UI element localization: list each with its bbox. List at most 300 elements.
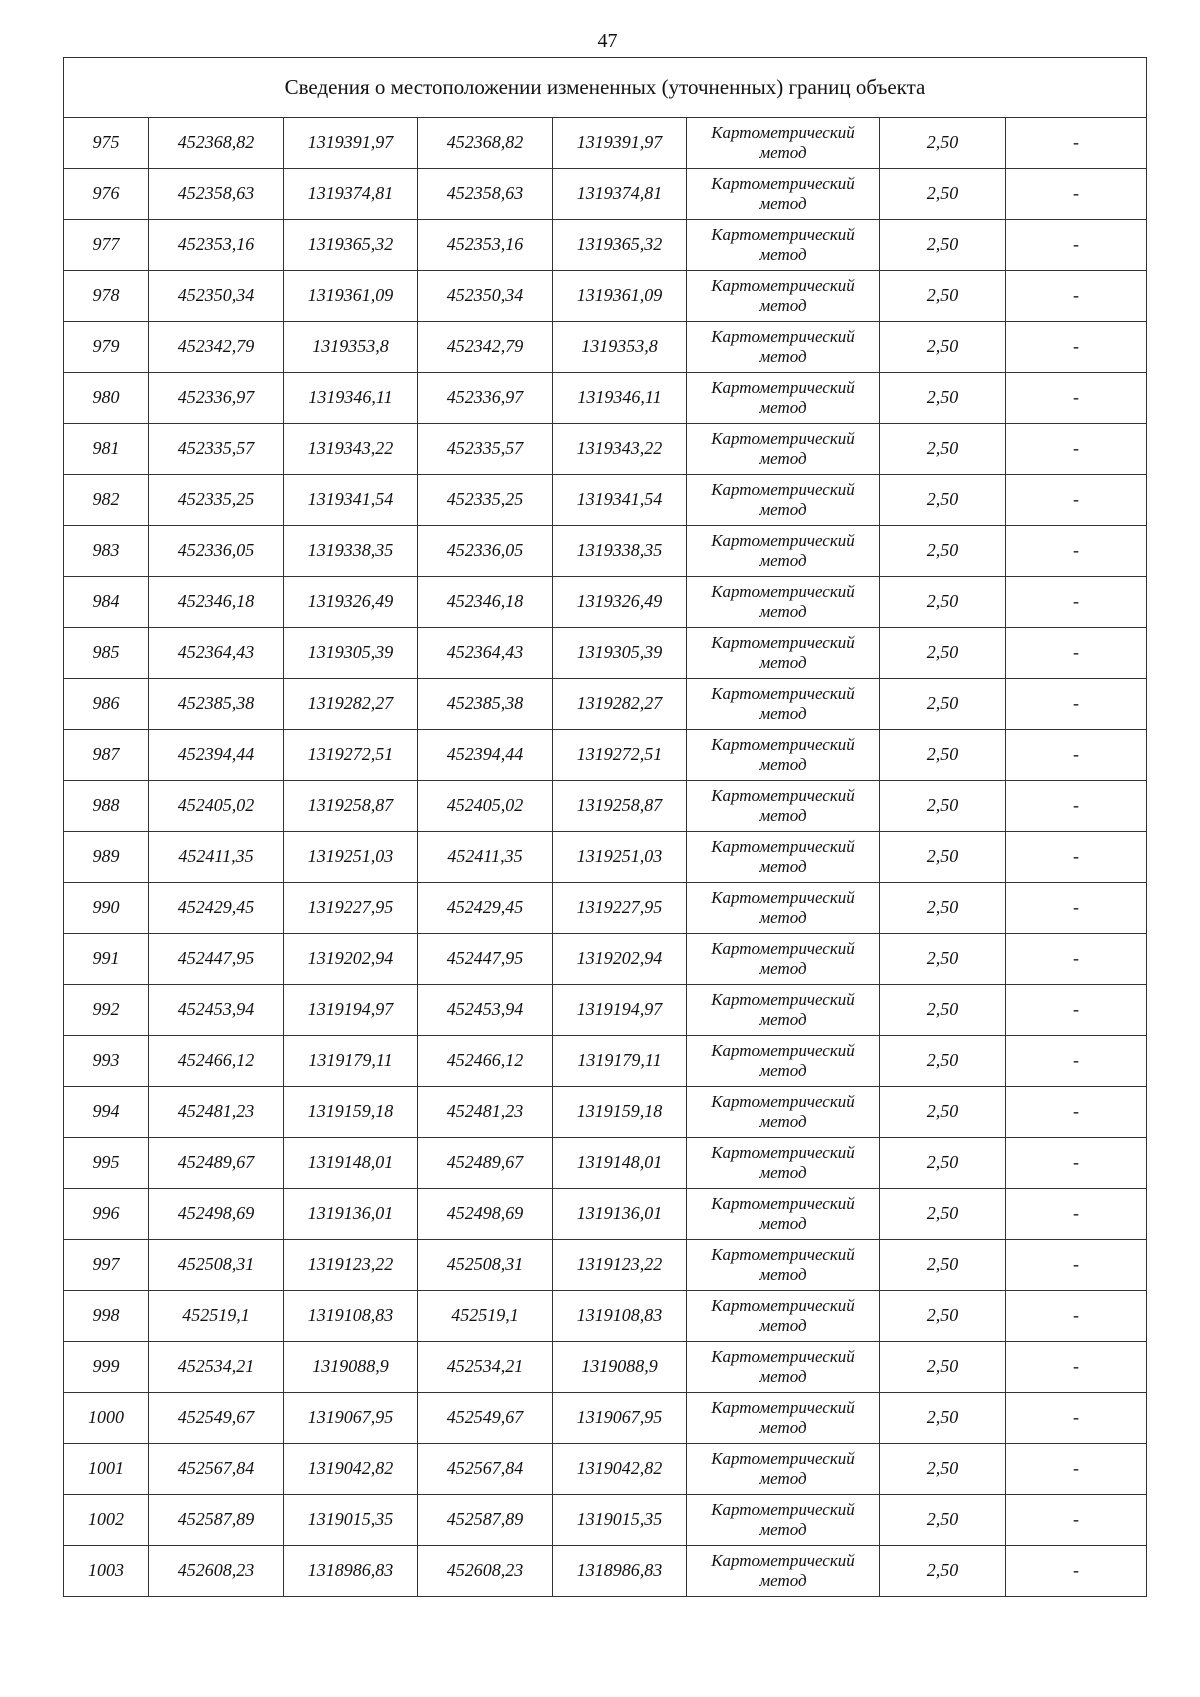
table-row — [64, 577, 1147, 628]
y-existing-cell: 1319194,97 — [284, 985, 418, 1036]
method-line-1: Картометрический — [711, 429, 855, 449]
method-cell — [687, 934, 880, 985]
x-refined-cell: 452405,02 — [418, 781, 553, 832]
y-refined-cell: 1319374,81 — [553, 169, 687, 220]
point-number-cell: 994 — [64, 1087, 149, 1138]
note-cell: - — [1006, 424, 1147, 475]
y-existing-cell: 1319338,35 — [284, 526, 418, 577]
y-existing-cell: 1319365,32 — [284, 220, 418, 271]
x-existing-cell: 452342,79 — [149, 322, 284, 373]
y-existing-cell: 1319179,11 — [284, 1036, 418, 1087]
method-line-1: Картометрический — [711, 939, 855, 959]
point-number-cell: 1003 — [64, 1546, 149, 1597]
x-existing-cell: 452481,23 — [149, 1087, 284, 1138]
method-line-1: Картометрический — [711, 225, 855, 245]
x-refined-cell: 452567,84 — [418, 1444, 553, 1495]
table-row — [64, 1036, 1147, 1087]
x-refined-cell: 452368,82 — [418, 118, 553, 169]
point-number-cell: 1002 — [64, 1495, 149, 1546]
y-existing-cell: 1319123,22 — [284, 1240, 418, 1291]
x-existing-cell: 452534,21 — [149, 1342, 284, 1393]
x-refined-cell: 452549,67 — [418, 1393, 553, 1444]
y-existing-cell: 1319282,27 — [284, 679, 418, 730]
method-line-2: метод — [759, 602, 807, 621]
y-refined-cell: 1319258,87 — [553, 781, 687, 832]
table-row — [64, 220, 1147, 271]
point-number-cell: 977 — [64, 220, 149, 271]
x-existing-cell: 452411,35 — [149, 832, 284, 883]
table-row — [64, 934, 1147, 985]
method-line-2: метод — [759, 143, 807, 162]
note-cell: - — [1006, 1087, 1147, 1138]
y-existing-cell: 1319251,03 — [284, 832, 418, 883]
method-cell — [687, 628, 880, 679]
y-existing-cell: 1319088,9 — [284, 1342, 418, 1393]
table-row — [64, 1291, 1147, 1342]
point-number-cell: 991 — [64, 934, 149, 985]
accuracy-cell: 2,50 — [880, 781, 1006, 832]
x-refined-cell: 452411,35 — [418, 832, 553, 883]
x-existing-cell: 452335,57 — [149, 424, 284, 475]
y-refined-cell: 1319305,39 — [553, 628, 687, 679]
method-line-2: метод — [759, 1214, 807, 1233]
y-existing-cell: 1319227,95 — [284, 883, 418, 934]
table-row — [64, 424, 1147, 475]
y-refined-cell: 1319361,09 — [553, 271, 687, 322]
x-existing-cell: 452429,45 — [149, 883, 284, 934]
method-cell — [687, 1291, 880, 1342]
table-row — [64, 322, 1147, 373]
accuracy-cell: 2,50 — [880, 271, 1006, 322]
y-refined-cell: 1319015,35 — [553, 1495, 687, 1546]
y-refined-cell: 1319202,94 — [553, 934, 687, 985]
accuracy-cell: 2,50 — [880, 1393, 1006, 1444]
table-body — [64, 58, 1147, 1597]
method-cell — [687, 526, 880, 577]
table-row — [64, 118, 1147, 169]
accuracy-cell: 2,50 — [880, 322, 1006, 373]
y-refined-cell: 1319042,82 — [553, 1444, 687, 1495]
note-cell: - — [1006, 271, 1147, 322]
method-line-2: метод — [759, 398, 807, 417]
y-refined-cell: 1319343,22 — [553, 424, 687, 475]
note-cell: - — [1006, 1240, 1147, 1291]
note-cell: - — [1006, 1036, 1147, 1087]
x-refined-cell: 452519,1 — [418, 1291, 553, 1342]
accuracy-cell: 2,50 — [880, 1444, 1006, 1495]
accuracy-cell: 2,50 — [880, 526, 1006, 577]
method-cell — [687, 1138, 880, 1189]
table-row — [64, 985, 1147, 1036]
point-number-cell: 1001 — [64, 1444, 149, 1495]
method-line-1: Картометрический — [711, 990, 855, 1010]
point-number-cell: 984 — [64, 577, 149, 628]
note-cell: - — [1006, 118, 1147, 169]
y-existing-cell: 1319159,18 — [284, 1087, 418, 1138]
method-line-1: Картометрический — [711, 276, 855, 296]
boundary-coordinates-table — [63, 57, 1147, 1597]
x-existing-cell: 452335,25 — [149, 475, 284, 526]
y-existing-cell: 1319343,22 — [284, 424, 418, 475]
accuracy-cell: 2,50 — [880, 1036, 1006, 1087]
method-line-1: Картометрический — [711, 888, 855, 908]
accuracy-cell: 2,50 — [880, 1087, 1006, 1138]
method-line-1: Картометрический — [711, 1398, 855, 1418]
x-refined-cell: 452336,97 — [418, 373, 553, 424]
y-refined-cell: 1319136,01 — [553, 1189, 687, 1240]
y-refined-cell: 1319108,83 — [553, 1291, 687, 1342]
x-existing-cell: 452608,23 — [149, 1546, 284, 1597]
x-existing-cell: 452368,82 — [149, 118, 284, 169]
point-number-cell: 981 — [64, 424, 149, 475]
x-existing-cell: 452336,97 — [149, 373, 284, 424]
method-line-1: Картометрический — [711, 1245, 855, 1265]
x-refined-cell: 452447,95 — [418, 934, 553, 985]
table-row — [64, 475, 1147, 526]
y-existing-cell: 1319015,35 — [284, 1495, 418, 1546]
method-line-2: метод — [759, 1316, 807, 1335]
method-line-1: Картометрический — [711, 633, 855, 653]
note-cell: - — [1006, 373, 1147, 424]
method-line-1: Картометрический — [711, 1449, 855, 1469]
table-row — [64, 679, 1147, 730]
table-row — [64, 1087, 1147, 1138]
method-line-2: метод — [759, 296, 807, 315]
accuracy-cell: 2,50 — [880, 424, 1006, 475]
table-row — [64, 169, 1147, 220]
note-cell: - — [1006, 985, 1147, 1036]
table-row — [64, 1444, 1147, 1495]
method-cell — [687, 169, 880, 220]
method-line-1: Картометрический — [711, 1092, 855, 1112]
accuracy-cell: 2,50 — [880, 577, 1006, 628]
note-cell: - — [1006, 526, 1147, 577]
method-cell — [687, 1393, 880, 1444]
method-line-2: метод — [759, 449, 807, 468]
y-refined-cell: 1319326,49 — [553, 577, 687, 628]
method-line-1: Картометрический — [711, 327, 855, 347]
note-cell: - — [1006, 577, 1147, 628]
x-refined-cell: 452489,67 — [418, 1138, 553, 1189]
y-refined-cell: 1319179,11 — [553, 1036, 687, 1087]
y-existing-cell: 1319346,11 — [284, 373, 418, 424]
method-cell — [687, 475, 880, 526]
note-cell: - — [1006, 1291, 1147, 1342]
y-refined-cell: 1319159,18 — [553, 1087, 687, 1138]
x-refined-cell: 452346,18 — [418, 577, 553, 628]
accuracy-cell: 2,50 — [880, 1495, 1006, 1546]
y-refined-cell: 1319272,51 — [553, 730, 687, 781]
accuracy-cell: 2,50 — [880, 1240, 1006, 1291]
y-refined-cell: 1319067,95 — [553, 1393, 687, 1444]
note-cell: - — [1006, 475, 1147, 526]
point-number-cell: 979 — [64, 322, 149, 373]
method-cell — [687, 1495, 880, 1546]
accuracy-cell: 2,50 — [880, 832, 1006, 883]
method-line-1: Картометрический — [711, 684, 855, 704]
point-number-cell: 986 — [64, 679, 149, 730]
x-refined-cell: 452364,43 — [418, 628, 553, 679]
method-line-2: метод — [759, 194, 807, 213]
x-refined-cell: 452534,21 — [418, 1342, 553, 1393]
accuracy-cell: 2,50 — [880, 934, 1006, 985]
method-line-1: Картометрический — [711, 531, 855, 551]
accuracy-cell: 2,50 — [880, 1138, 1006, 1189]
note-cell: - — [1006, 1444, 1147, 1495]
y-existing-cell: 1319341,54 — [284, 475, 418, 526]
note-cell: - — [1006, 1495, 1147, 1546]
method-line-2: метод — [759, 1571, 807, 1590]
method-line-1: Картометрический — [711, 1194, 855, 1214]
method-cell — [687, 271, 880, 322]
table-row — [64, 832, 1147, 883]
x-refined-cell: 452336,05 — [418, 526, 553, 577]
x-existing-cell: 452358,63 — [149, 169, 284, 220]
table-row — [64, 781, 1147, 832]
point-number-cell: 995 — [64, 1138, 149, 1189]
x-refined-cell: 452335,57 — [418, 424, 553, 475]
method-line-1: Картометрический — [711, 837, 855, 857]
accuracy-cell: 2,50 — [880, 475, 1006, 526]
y-refined-cell: 1319251,03 — [553, 832, 687, 883]
x-refined-cell: 452342,79 — [418, 322, 553, 373]
point-number-cell: 987 — [64, 730, 149, 781]
note-cell: - — [1006, 1546, 1147, 1597]
x-existing-cell: 452466,12 — [149, 1036, 284, 1087]
method-line-1: Картометрический — [711, 1551, 855, 1571]
y-existing-cell: 1319148,01 — [284, 1138, 418, 1189]
x-refined-cell: 452587,89 — [418, 1495, 553, 1546]
method-cell — [687, 679, 880, 730]
method-cell — [687, 373, 880, 424]
method-line-2: метод — [759, 1061, 807, 1080]
method-cell — [687, 1087, 880, 1138]
note-cell: - — [1006, 1393, 1147, 1444]
method-line-1: Картометрический — [711, 786, 855, 806]
accuracy-cell: 2,50 — [880, 679, 1006, 730]
method-line-2: метод — [759, 653, 807, 672]
y-existing-cell: 1318986,83 — [284, 1546, 418, 1597]
x-refined-cell: 452466,12 — [418, 1036, 553, 1087]
method-line-2: метод — [759, 347, 807, 366]
method-line-2: метод — [759, 908, 807, 927]
method-line-1: Картометрический — [711, 1296, 855, 1316]
point-number-cell: 993 — [64, 1036, 149, 1087]
method-line-2: метод — [759, 1112, 807, 1131]
note-cell: - — [1006, 628, 1147, 679]
y-refined-cell: 1319391,97 — [553, 118, 687, 169]
accuracy-cell: 2,50 — [880, 1546, 1006, 1597]
y-refined-cell: 1319148,01 — [553, 1138, 687, 1189]
method-line-2: метод — [759, 551, 807, 570]
method-line-1: Картометрический — [711, 1500, 855, 1520]
y-existing-cell: 1319108,83 — [284, 1291, 418, 1342]
x-existing-cell: 452549,67 — [149, 1393, 284, 1444]
method-line-2: метод — [759, 857, 807, 876]
y-refined-cell: 1319338,35 — [553, 526, 687, 577]
method-line-1: Картометрический — [711, 1347, 855, 1367]
method-cell — [687, 1240, 880, 1291]
x-existing-cell: 452336,05 — [149, 526, 284, 577]
table-title-row — [64, 58, 1147, 118]
table-row — [64, 1342, 1147, 1393]
note-cell: - — [1006, 1189, 1147, 1240]
table-row — [64, 1138, 1147, 1189]
y-existing-cell: 1319374,81 — [284, 169, 418, 220]
x-existing-cell: 452587,89 — [149, 1495, 284, 1546]
x-existing-cell: 452385,38 — [149, 679, 284, 730]
note-cell: - — [1006, 220, 1147, 271]
point-number-cell: 988 — [64, 781, 149, 832]
y-existing-cell: 1319305,39 — [284, 628, 418, 679]
x-refined-cell: 452358,63 — [418, 169, 553, 220]
x-refined-cell: 452481,23 — [418, 1087, 553, 1138]
accuracy-cell: 2,50 — [880, 883, 1006, 934]
method-cell — [687, 985, 880, 1036]
method-line-2: метод — [759, 1520, 807, 1539]
x-refined-cell: 452498,69 — [418, 1189, 553, 1240]
note-cell: - — [1006, 1138, 1147, 1189]
method-line-2: метод — [759, 500, 807, 519]
x-existing-cell: 452346,18 — [149, 577, 284, 628]
page-number: 47 — [597, 30, 618, 52]
note-cell: - — [1006, 934, 1147, 985]
point-number-cell: 978 — [64, 271, 149, 322]
point-number-cell: 985 — [64, 628, 149, 679]
method-line-1: Картометрический — [711, 1041, 855, 1061]
y-existing-cell: 1319136,01 — [284, 1189, 418, 1240]
x-existing-cell: 452364,43 — [149, 628, 284, 679]
y-existing-cell: 1319353,8 — [284, 322, 418, 373]
method-cell — [687, 883, 880, 934]
x-existing-cell: 452489,67 — [149, 1138, 284, 1189]
y-existing-cell: 1319258,87 — [284, 781, 418, 832]
y-existing-cell: 1319326,49 — [284, 577, 418, 628]
accuracy-cell: 2,50 — [880, 1342, 1006, 1393]
x-refined-cell: 452353,16 — [418, 220, 553, 271]
table-row — [64, 373, 1147, 424]
method-cell — [687, 1546, 880, 1597]
x-refined-cell: 452508,31 — [418, 1240, 553, 1291]
note-cell: - — [1006, 169, 1147, 220]
accuracy-cell: 2,50 — [880, 628, 1006, 679]
method-cell — [687, 424, 880, 475]
x-existing-cell: 452350,34 — [149, 271, 284, 322]
y-existing-cell: 1319391,97 — [284, 118, 418, 169]
method-line-2: метод — [759, 1010, 807, 1029]
note-cell: - — [1006, 883, 1147, 934]
point-number-cell: 976 — [64, 169, 149, 220]
y-refined-cell: 1319282,27 — [553, 679, 687, 730]
table-title: Сведения о местоположении измененных (уточненных) границ объекта — [64, 58, 1147, 118]
note-cell: - — [1006, 781, 1147, 832]
accuracy-cell: 2,50 — [880, 1189, 1006, 1240]
x-existing-cell: 452394,44 — [149, 730, 284, 781]
y-refined-cell: 1319346,11 — [553, 373, 687, 424]
y-refined-cell: 1319194,97 — [553, 985, 687, 1036]
note-cell: - — [1006, 730, 1147, 781]
method-line-2: метод — [759, 1367, 807, 1386]
x-existing-cell: 452353,16 — [149, 220, 284, 271]
point-number-cell: 1000 — [64, 1393, 149, 1444]
table-row — [64, 1240, 1147, 1291]
method-line-1: Картометрический — [711, 480, 855, 500]
method-line-2: метод — [759, 959, 807, 978]
note-cell: - — [1006, 322, 1147, 373]
method-cell — [687, 730, 880, 781]
point-number-cell: 983 — [64, 526, 149, 577]
table-row — [64, 526, 1147, 577]
method-line-2: метод — [759, 704, 807, 723]
method-cell — [687, 1342, 880, 1393]
x-refined-cell: 452385,38 — [418, 679, 553, 730]
point-number-cell: 998 — [64, 1291, 149, 1342]
accuracy-cell: 2,50 — [880, 118, 1006, 169]
method-line-2: метод — [759, 1469, 807, 1488]
x-existing-cell: 452498,69 — [149, 1189, 284, 1240]
method-cell — [687, 220, 880, 271]
method-line-1: Картометрический — [711, 123, 855, 143]
y-existing-cell: 1319361,09 — [284, 271, 418, 322]
point-number-cell: 982 — [64, 475, 149, 526]
table-row — [64, 271, 1147, 322]
x-existing-cell: 452567,84 — [149, 1444, 284, 1495]
accuracy-cell: 2,50 — [880, 220, 1006, 271]
method-line-2: метод — [759, 806, 807, 825]
point-number-cell: 999 — [64, 1342, 149, 1393]
accuracy-cell: 2,50 — [880, 169, 1006, 220]
y-existing-cell: 1319042,82 — [284, 1444, 418, 1495]
note-cell: - — [1006, 832, 1147, 883]
method-cell — [687, 832, 880, 883]
table-row — [64, 1546, 1147, 1597]
method-cell — [687, 322, 880, 373]
x-existing-cell: 452405,02 — [149, 781, 284, 832]
method-line-1: Картометрический — [711, 582, 855, 602]
point-number-cell: 997 — [64, 1240, 149, 1291]
x-refined-cell: 452453,94 — [418, 985, 553, 1036]
x-refined-cell: 452394,44 — [418, 730, 553, 781]
method-line-2: метод — [759, 1163, 807, 1182]
table-row — [64, 1495, 1147, 1546]
method-cell — [687, 781, 880, 832]
y-existing-cell: 1319202,94 — [284, 934, 418, 985]
method-cell — [687, 118, 880, 169]
x-existing-cell: 452508,31 — [149, 1240, 284, 1291]
x-existing-cell: 452453,94 — [149, 985, 284, 1036]
method-line-2: метод — [759, 1418, 807, 1437]
note-cell: - — [1006, 1342, 1147, 1393]
table-row — [64, 1393, 1147, 1444]
method-line-1: Картометрический — [711, 735, 855, 755]
y-refined-cell: 1318986,83 — [553, 1546, 687, 1597]
x-refined-cell: 452335,25 — [418, 475, 553, 526]
point-number-cell: 990 — [64, 883, 149, 934]
x-refined-cell: 452608,23 — [418, 1546, 553, 1597]
y-existing-cell: 1319067,95 — [284, 1393, 418, 1444]
x-existing-cell: 452519,1 — [149, 1291, 284, 1342]
method-cell — [687, 1036, 880, 1087]
accuracy-cell: 2,50 — [880, 730, 1006, 781]
table-row — [64, 628, 1147, 679]
method-line-2: метод — [759, 245, 807, 264]
y-refined-cell: 1319088,9 — [553, 1342, 687, 1393]
y-refined-cell: 1319341,54 — [553, 475, 687, 526]
method-cell — [687, 1189, 880, 1240]
accuracy-cell: 2,50 — [880, 1291, 1006, 1342]
y-refined-cell: 1319365,32 — [553, 220, 687, 271]
method-line-1: Картометрический — [711, 1143, 855, 1163]
